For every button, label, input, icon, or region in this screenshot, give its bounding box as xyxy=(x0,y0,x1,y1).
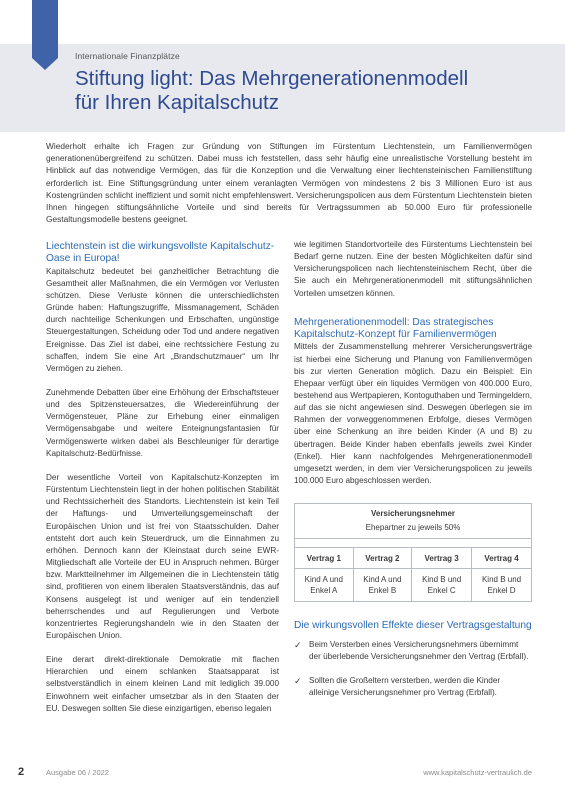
table-header-cell: Vertrag 3 xyxy=(412,548,472,569)
list-item-text: Sollten die Großeltern versterben, werden die Kinder alleinige Versicherungsnehmer pro Vertrag (Erbfall). xyxy=(309,675,501,698)
cell-line: Enkel C xyxy=(427,586,456,596)
issue-label: Ausgabe 06 / 2022 xyxy=(46,768,109,777)
page-number: 2 xyxy=(18,766,25,778)
footer-url: www.kapitalschutz-vertraulich.de xyxy=(423,768,532,777)
right-heading-3: Die wirkungsvollen Effekte dieser Vertragsgestaltung xyxy=(294,620,532,632)
right-heading-2: Mehrgenerationenmodell: Das strategisches Kapitalschutz-Konzept für Familienvermögen xyxy=(294,316,497,341)
bookmark-ribbon-icon xyxy=(32,0,58,58)
cell-line: Kind A und xyxy=(304,575,343,585)
left-heading: Liechtenstein ist die wirkungsvollste Kapitalschutz-Oase in Europa! xyxy=(46,241,275,265)
table-title: Versicherungsnehmer xyxy=(295,504,532,524)
left-paragraph-4: Eine derart direkt-direktionale Demokratie mit flachen Hierarchien und einem schlanken Staatsapparat ist selbstverständlich in einem kleinen Land mit lediglich 39.000 Einwohnern weit einfacher umsetzbar als in den Staaten der EU. Deswegen sollten Sie diese einzigartigen, ebenso legalen xyxy=(46,655,279,713)
table-subtitle: Ehepartner zu jeweils 50% xyxy=(295,523,532,539)
effects-list xyxy=(294,639,532,700)
page-title-line-1: Stiftung light: Das Mehrgenerationenmodell xyxy=(75,67,469,90)
table-header-cell: Vertrag 2 xyxy=(353,548,412,569)
table-cell xyxy=(295,569,354,602)
page-title xyxy=(75,67,545,115)
check-icon: ✓ xyxy=(294,639,302,650)
section-kicker: Internationale Finanzplätze xyxy=(75,51,180,61)
check-icon: ✓ xyxy=(294,675,302,686)
list-item xyxy=(294,675,532,699)
left-column xyxy=(46,239,279,727)
list-item-text: Beim Versterben eines Versicherungsnehmers übernimmt der überlebende Versicherungsnehmer den Vertrag (Erbfall). xyxy=(309,639,529,661)
contract-table xyxy=(294,503,532,602)
cell-line: Enkel B xyxy=(368,586,397,596)
table-header-cell: Vertrag 4 xyxy=(472,548,532,569)
right-paragraph-1: wie legitimen Standortvorteile des Fürstentums Liechtenstein bei Bedarf gerne nutzen. Eine der besten Möglichkeiten dafür sind Versicherungspolicen nach liechtensteinischem Recht, über die Sie auch ein Mehrgenerationenmodell mit stiftungsähnlichen Vorteilen umsetzen können. xyxy=(294,240,532,298)
table-cell xyxy=(353,569,412,602)
table-cell xyxy=(412,569,472,602)
right-column xyxy=(294,239,532,711)
right-paragraph-2: Mittels der Zusammenstellung mehrerer Versicherungsverträge ist hierbei eine Sicherung und Planung von Familienvermögen bis zur vierten Generation möglich. Dazu ein Beispiel: Ein Ehepaar verfügt über ein liquides Vermögen von 400.000 Euro, bestehend aus Wertpapieren, Kontoguthaben und Termingeldern, auf das sie nicht angewiesen sind. Deswegen überlegen sie im Rahmen der vorweggenommenen Erbfolge, dieses Vermögen über eine Schenkung an ihre beiden Kinder (A und B) zu übertragen. Beide Kinder haben ebenfalls jeweils zwei Kinder (Enkel). Hier kann nachfolgendes Mehrgenerationenmodell umgesetzt werden, in dem vier Versicherungspolicen zu jeweils 100.000 Euro abgeschlossen werden. xyxy=(294,342,532,486)
cell-line: Kind B und xyxy=(422,575,462,585)
left-paragraph-1: Kapitalschutz bedeutet bei ganzheitlicher Betrachtung die Gesamtheit aller Maßnahmen, die ein Vermögen vor Verlusten schützen. Diese Verluste können die unterschiedlichsten Gründe haben: Haftungszugriffe, Missmanagement, Schäden durch nachteilige Schenkungen und Erbschaften, ungünstige Steuergestaltungen, Scheidung oder Tod und andere negativen Ereignisse. Das Ziel ist dabei, eine rechtssichere Festung zu schaffen, indem Sie eine Art „Brandschutzmauer“ um Ihr Vermögen zu ziehen. xyxy=(46,266,279,373)
intro-paragraph: Wiederholt erhalte ich Fragen zur Gründung von Stiftungen im Fürstentum Liechtenstein, um Familienvermögen generationenübergreifend zu schützen. Dabei muss ich feststellen, dass sehr häufig eine unrealistische Vorstellung besteht im Hinblick auf das notwendige Vermögen, das für die Konzeption und die Verwaltung einer liechtensteinischen Familienstiftung erforderlich ist. Eine Stiftungsgründung unter einem veranlagten Vermögen von mindestens 2 bis 3 Millionen Euro ist aus Kostengründen schlicht ineffizient und somit nicht empfehlenswert. Versicherungspolicen aus dem Fürstentum Liechtenstein bieten Ihnen hingegen stiftungsähnliche Vorteile und sind bereits für Vertragssummen ab 50.000 Euro für professionelle Gestaltungsmodelle bestens geeignet. xyxy=(46,141,532,225)
cell-line: Enkel D xyxy=(487,586,516,596)
cell-line: Enkel A xyxy=(310,586,338,596)
table-spacer xyxy=(295,539,532,548)
table-cell xyxy=(472,569,532,602)
left-paragraph-3: Der wesentliche Vorteil von Kapitalschutz-Konzepten im Fürstentum Liechtenstein liegt in der hohen politischen Stabilität und Rechtssicherheit des Standorts. Liechtenstein ist kein Teil der Haftungs- und Umverteilungsgemeinschaft der Europäischen Union und ist frei von Staatsschulden. Daher entsteht dort auch kein Steuerdruck, um die Einnahmen zu erhöhen. Dennoch kann der Kleinstaat durch seine EWR-Mitgliedschaft alle Vorteile der EU in Anspruch nehmen. Bürger bzw. Marktteilnehmer im Allgemeinen die in Liechtenstein tätig sind, profitieren von einem liberalen Staatsverständnis, das auf Konsens ausgelegt ist und weniger auf ein tendenziell beherrschendes und auf Regulierungen und Verbote konzentriertes Regierungshandeln wie in den Staaten der Europäischen Union. xyxy=(46,472,279,640)
left-paragraph-2: Zunehmende Debatten über eine Erhöhung der Erbschaftsteuer und des Spitzensteuersatzes, die Wiedereinführung der Vermögensteuer, Pläne zur Erhebung einer einmaligen Vermögensabgabe und weitere Enteignungsfantasien für Vermögenswerte wirken dabei als Beschleuniger für derartige Kapitalschutz-Bedürfnisse. xyxy=(46,388,279,458)
cell-line: Kind B und xyxy=(481,575,522,585)
cell-line: Kind A und xyxy=(363,575,402,585)
list-item xyxy=(294,639,532,663)
bookmark-ribbon-tip xyxy=(32,58,58,70)
table-header-cell: Vertrag 1 xyxy=(295,548,354,569)
page-title-line-2: für Ihren Kapitalschutz xyxy=(75,91,279,114)
